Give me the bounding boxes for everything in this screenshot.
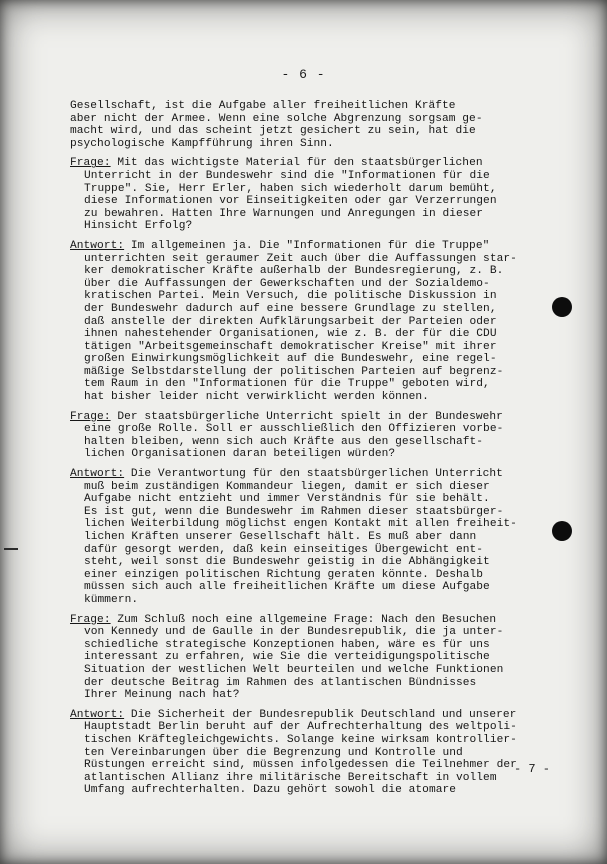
text-line: Truppe". Sie, Herr Erler, haben sich wiederholt darum bemüht, [84, 182, 497, 195]
text-line: der Bundeswehr dadurch auf eine bessere Grundlage zu stellen, [84, 302, 497, 315]
text-line: Hauptstadt Berlin beruht auf der Aufrechterhaltung des weltpoli- [84, 721, 517, 734]
question-label: Frage: [70, 613, 111, 626]
text-line: Aufgabe nicht entzieht und immer Verständnis für sie behält. [84, 493, 490, 506]
text-line: Es ist gut, wenn die Bundeswehr im Rahmen dieser staatsbürger- [84, 505, 504, 518]
question-block [70, 614, 570, 702]
text-line [70, 614, 570, 627]
text-line [70, 157, 570, 170]
text-line: hat bisher leider nicht verwirklicht werden können. [84, 391, 429, 404]
text-line: Umfang aufrechterhalten. Dazu gehört sowohl die atomare [84, 784, 456, 797]
text-line: schiedliche strategische Konzeptionen haben, wäre es für uns [84, 638, 490, 651]
text-line: kratischen Partei. Mein Versuch, die politische Diskussion in [84, 290, 497, 303]
document-body [70, 100, 570, 804]
answer-label: Antwort: [70, 239, 125, 252]
answer-label: Antwort: [70, 708, 125, 721]
margin-mark [4, 548, 18, 550]
text-line: einer einzigen politischen Richtung geraten könnte. Deshalb [84, 568, 484, 581]
text-line: mäßige Selbstdarstellung der politischen Parteien auf begrenz- [84, 365, 504, 378]
text-line-content: Zum Schluß noch eine allgemeine Frage: Nach den Besuchen [117, 613, 497, 626]
text-line-content: Die Sicherheit der Bundesrepublik Deutschland und unserer [130, 708, 517, 721]
text-line [70, 468, 570, 481]
text-line [70, 411, 570, 424]
text-line: tätigen "Arbeitsgemeinschaft demokratischer Kreise" mit ihrer [84, 340, 497, 353]
question-block [70, 157, 570, 233]
text-line: steht, weil sonst die Bundeswehr geistig in die Abhängigkeit [84, 556, 490, 569]
page-number-top: - 6 - [281, 67, 326, 82]
text-line: daß anstelle der direkten Aufklärungsarbeit der Parteien oder [84, 315, 497, 328]
text-line: tischen Kräftegleichgewichts. Solange keine wirksam kontrollier- [84, 733, 517, 746]
answer-block [70, 709, 570, 797]
text-line: Unterricht in der Bundeswehr sind die "Informationen für die [84, 169, 490, 182]
text-line: der deutsche Beitrag im Rahmen des atlantischen Bündnisses [84, 676, 477, 689]
text-line: lichen Organisationen daran beteiligen würden? [84, 448, 396, 461]
question-label: Frage: [70, 410, 111, 423]
text-line: ten Vereinbarungen über die Begrenzung und Kontrolle und [84, 746, 463, 759]
text-line: lichen Kräften unserer Gesellschaft hält. Es muß aber dann [84, 531, 477, 543]
text-line: diese Informationen vor Einseitigkeiten oder gar Verzerrungen [84, 195, 497, 208]
text-line: halten bleiben, wenn sich auch Kräfte aus den gesellschaft- [84, 435, 484, 448]
text-line: Gesellschaft, ist die Aufgabe aller freiheitlichen Kräfte [70, 100, 456, 112]
text-line [70, 709, 570, 722]
text-line-content: Im allgemeinen ja. Die "Informationen für die Truppe" [130, 239, 490, 252]
text-line: psychologische Kampfführung ihren Sinn. [70, 137, 334, 150]
text-line: über die Auffassungen der Gewerkschaften und der Sozialdemo- [84, 277, 490, 290]
text-line: von Kennedy und de Gaulle in der Bundesrepublik, die ja unter- [84, 626, 504, 639]
text-line: Rüstungen erreicht sind, müssen infolgedessen die Teilnehmer der [84, 759, 517, 772]
text-line [70, 240, 570, 253]
text-line: Hinsicht Erfolg? [84, 220, 193, 233]
question-block [70, 411, 570, 461]
text-line: unterrichten seit geraumer Zeit auch über die Auffassungen star- [84, 252, 517, 265]
page-number-bottom: - 7 - [514, 762, 551, 776]
text-line: ihnen nahestehender Organisationen, wie z. B. der für die CDU [84, 328, 497, 341]
text-line-content: Der staatsbürgerliche Unterricht spielt in der Bundeswehr [117, 410, 503, 423]
text-line: ker demokratischer Kräfte außerhalb der Bundesregierung, z. B. [84, 265, 504, 278]
text-line: lichen Weiterbildung möglichst engen Kontakt mit allen freiheit- [84, 518, 517, 531]
text-line-content: Die Verantwortung für den staatsbürgerlichen Unterricht [130, 468, 503, 481]
text-line: müssen sich auch alle freiheitlichen Kräfte um diese Aufgabe [84, 581, 490, 594]
text-line: kümmern. [84, 593, 139, 606]
text-line: interessant zu erfahren, wie Sie die verteidigungspolitische [84, 651, 490, 664]
answer-block [70, 240, 570, 404]
text-line: atlantischen Allianz ihre militärische Bereitschaft in vollem [84, 771, 497, 784]
text-line: Ihrer Meinung nach hat? [84, 689, 240, 702]
answer-block [70, 468, 570, 607]
paragraph-block [70, 100, 570, 150]
text-line: macht wird, und das scheint jetzt gesichert zu sein, hat die [70, 125, 476, 138]
text-line-content: Mit das wichtigste Material für den staatsbürgerlichen [117, 157, 483, 170]
answer-label: Antwort: [70, 468, 125, 481]
text-line: dafür gesorgt werden, daß kein einseitiges Übergewicht ent- [84, 543, 484, 556]
text-line: aber nicht der Armee. Wenn eine solche Abgrenzung sorgsam ge- [70, 112, 483, 125]
text-line: tem Raum in den "Informationen für die Truppe" geboten wird, [84, 378, 490, 391]
question-label: Frage: [70, 157, 111, 170]
text-line: eine große Rolle. Soll er ausschließlich den Offizieren vorbe- [84, 423, 504, 436]
text-line: zu bewahren. Hatten Ihre Warnungen und Anregungen in dieser [84, 207, 484, 220]
text-line: muß beim zuständigen Kommandeur liegen, damit er sich dieser [84, 480, 490, 493]
text-line: großen Einwirkungsmöglichkeit auf die Bundeswehr, eine regel- [84, 353, 497, 366]
text-line: Situation der westlichen Welt beurteilen und welche Funktionen [84, 663, 504, 676]
